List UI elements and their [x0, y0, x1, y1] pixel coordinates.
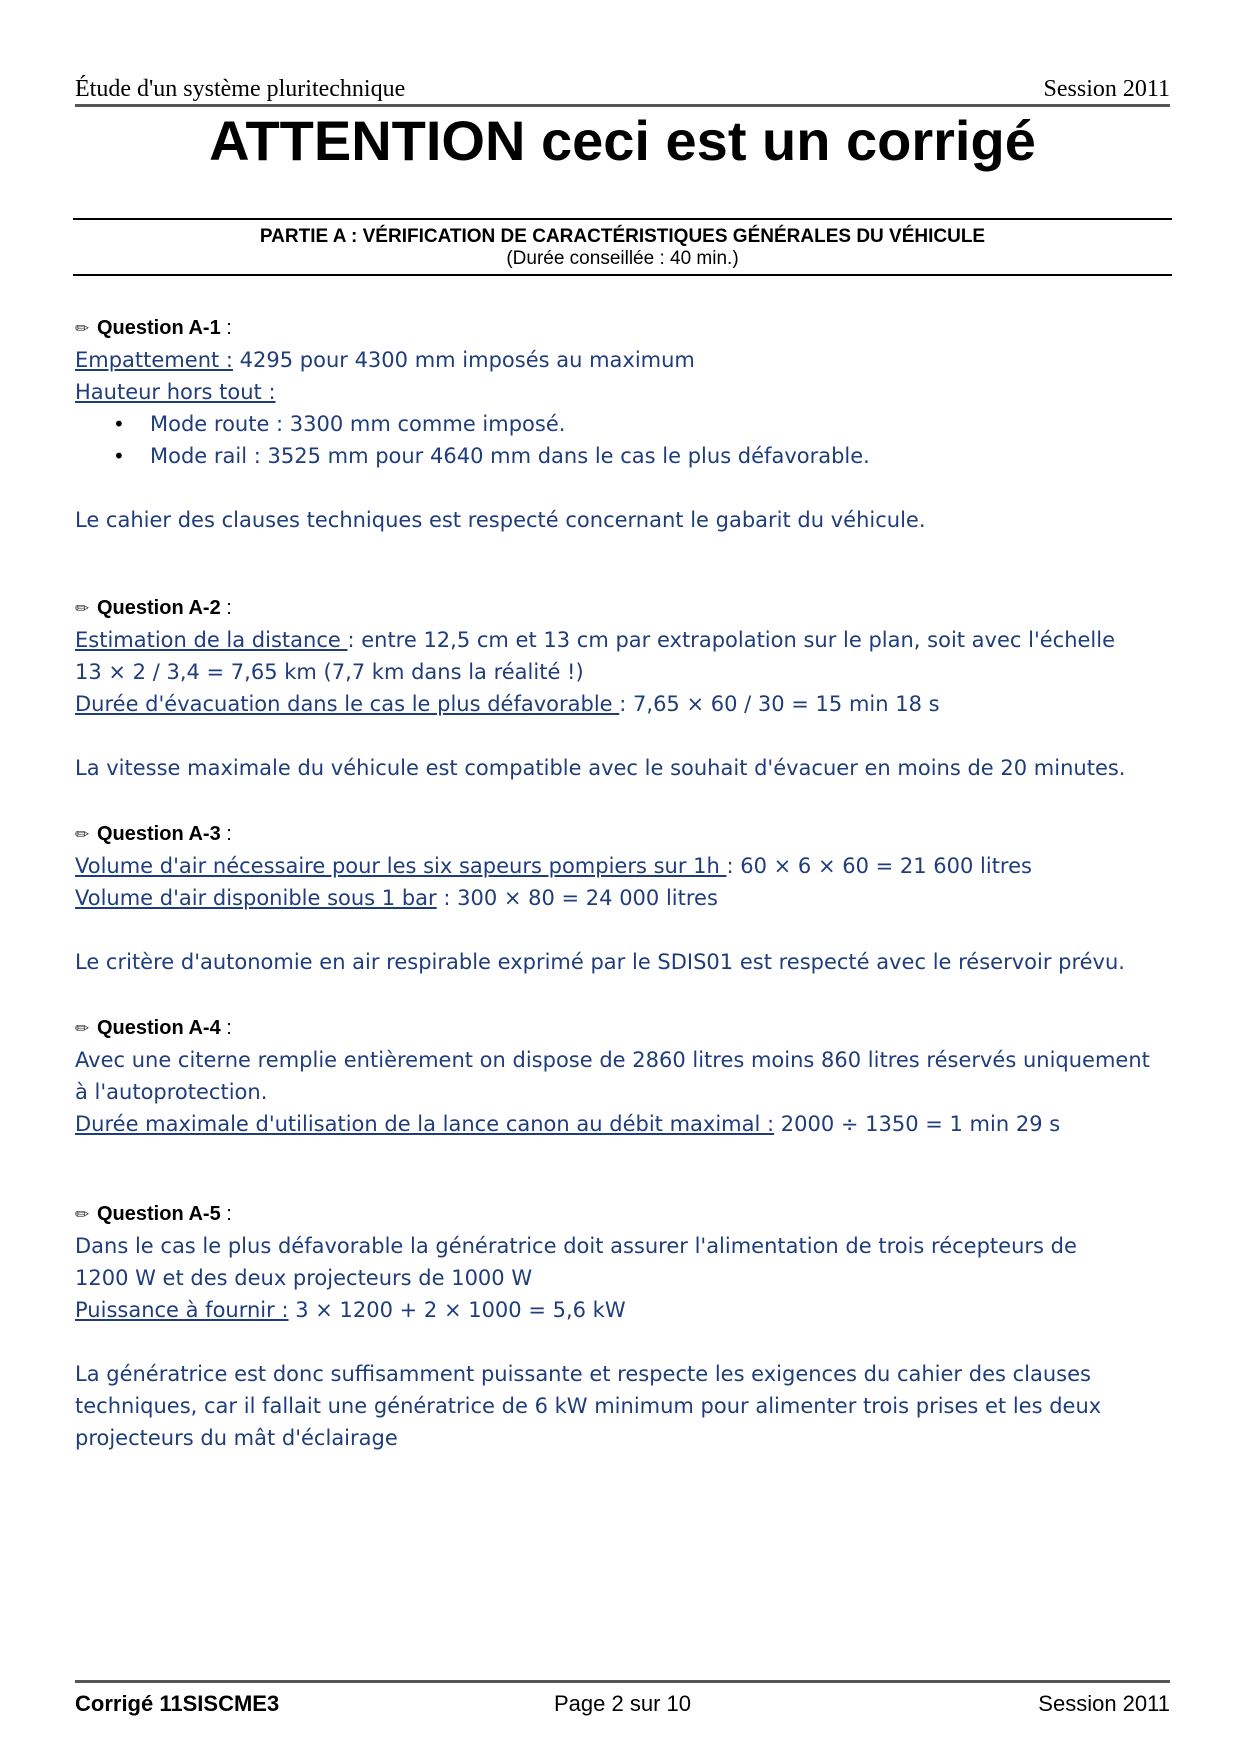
answer-conclusion: projecteurs du mât d'éclairage: [75, 1426, 398, 1450]
header-session: Session 2011: [1043, 76, 1170, 102]
question-label: Question A-1: [97, 317, 221, 339]
question-label: Question A-3: [97, 823, 221, 845]
answer-value: : 60 × 6 × 60 = 21 600 litres: [726, 854, 1032, 878]
question-label: Question A-5: [97, 1203, 221, 1225]
answer-label: Hauteur hors tout :: [75, 380, 276, 404]
answer-line: 13 × 2 / 3,4 = 7,65 km (7,7 km dans la réalité !): [75, 660, 584, 684]
page-header: [75, 74, 1170, 107]
answer-value: : 7,65 × 60 / 30 = 15 min 18 s: [619, 692, 940, 716]
answer-value: 2000 ÷ 1350 = 1 min 29 s: [774, 1112, 1061, 1136]
answer-line: [75, 688, 1175, 720]
answer-label: Estimation de la distance: [75, 628, 348, 652]
question-label: Question A-2: [97, 597, 221, 619]
answer-conclusion: techniques, car il fallait une génératrice de 6 kW minimum pour alimenter trois prises et les deux: [75, 1394, 1102, 1418]
answer-line: [75, 882, 1175, 914]
answer-label: Volume d'air disponible sous 1 bar: [75, 886, 437, 910]
pencil-icon: ✏: [75, 599, 90, 618]
header-title: Étude d'un système pluritechnique: [75, 76, 406, 102]
answer-line: [75, 1108, 1175, 1140]
bullet-item: • Mode route : 3300 mm comme imposé.: [75, 408, 1175, 440]
part-duration: (Durée conseillée : 40 min.): [506, 248, 739, 269]
question-heading-a4: ✏ Question A-4 :: [75, 1012, 1175, 1044]
bullet-item: • Mode rail : 3525 mm pour 4640 mm dans le cas le plus défavorable.: [75, 440, 1175, 472]
correction-banner: ATTENTION ceci est un corrigé: [209, 109, 1036, 172]
answer-line: [75, 624, 1175, 656]
answer-line: à l'autoprotection.: [75, 1080, 268, 1104]
answer-value: : entre 12,5 cm et 13 cm par extrapolation sur le plan, soit avec l'échelle: [347, 628, 1116, 652]
footer-reference: Corrigé 11SISCME3: [75, 1691, 280, 1716]
answer-line: Dans le cas le plus défavorable la génératrice doit assurer l'alimentation de trois récepteurs de: [75, 1234, 1077, 1258]
answer-line: Avec une citerne remplie entièrement on dispose de 2860 litres moins 860 litres réservés uniquement: [75, 1048, 1150, 1072]
answer-label: Empattement :: [75, 348, 233, 372]
question-heading-a3: ✏ Question A-3 :: [75, 818, 1175, 850]
page-footer: [75, 1680, 1170, 1723]
question-label: Question A-4: [97, 1017, 221, 1039]
question-heading-a2: ✏ Question A-2 :: [75, 592, 1175, 624]
answer-label: Volume d'air nécessaire pour les six sapeurs pompiers sur 1h: [75, 854, 727, 878]
answer-label: Durée maximale d'utilisation de la lance canon au débit maximal :: [75, 1112, 775, 1136]
answer-conclusion: La génératrice est donc suffisamment puissante et respecte les exigences du cahier des clauses: [75, 1362, 1091, 1386]
answer-value: : 300 × 80 = 24 000 litres: [436, 886, 718, 910]
answer-line: [75, 1294, 1175, 1326]
pencil-icon: ✏: [75, 825, 90, 844]
answer-line: [75, 344, 1175, 376]
answer-conclusion: Le critère d'autonomie en air respirable exprimé par le SDIS01 est respecté avec le réservoir prévu.: [75, 950, 1125, 974]
question-heading-a5: ✏ Question A-5 :: [75, 1198, 1175, 1230]
footer-session: Session 2011: [1038, 1691, 1170, 1716]
question-heading-a1: ✏ Question A-1 :: [75, 312, 1175, 344]
answer-line: [75, 376, 1175, 408]
answers-content: [75, 312, 1175, 1454]
answer-line: [75, 850, 1175, 882]
answer-value: 3 × 1200 + 2 × 1000 = 5,6 kW: [288, 1298, 626, 1322]
pencil-icon: ✏: [75, 319, 90, 338]
answer-value: 4295 pour 4300 mm imposés au maximum: [232, 348, 695, 372]
answer-line: 1200 W et des deux projecteurs de 1000 W: [75, 1266, 533, 1290]
answer-label: Durée d'évacuation dans le cas le plus défavorable: [75, 692, 620, 716]
part-heading-box: [73, 218, 1172, 276]
answer-label: Puissance à fournir :: [75, 1298, 289, 1322]
pencil-icon: ✏: [75, 1019, 90, 1038]
page-number: Page 2 sur 10: [554, 1691, 691, 1716]
pencil-icon: ✏: [75, 1205, 90, 1224]
answer-conclusion: La vitesse maximale du véhicule est compatible avec le souhait d'évacuer en moins de 20 minutes.: [75, 756, 1126, 780]
answer-conclusion: Le cahier des clauses techniques est respecté concernant le gabarit du véhicule.: [75, 508, 926, 532]
part-title: PARTIE A : VÉRIFICATION DE CARACTÉRISTIQUES GÉNÉRALES DU VÉHICULE: [259, 226, 986, 247]
